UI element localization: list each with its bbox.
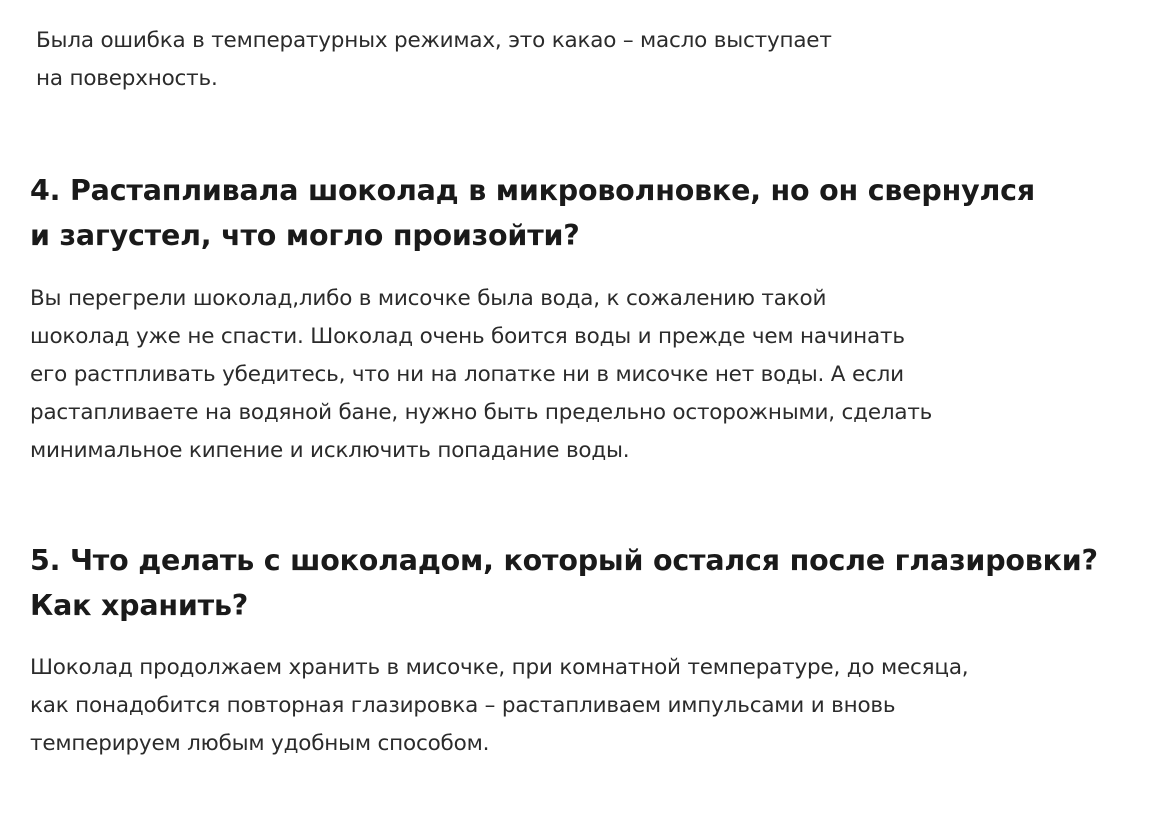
question-4-answer — [30, 280, 932, 470]
question-4-heading — [30, 168, 1035, 258]
heading-line: Как хранить? — [30, 589, 249, 622]
answer-line: на поверхность. — [36, 66, 218, 91]
answer-line: его растпливать убедитесь, что ни на лопатке ни в мисочке нет воды. А если — [30, 362, 904, 387]
answer-line: Была ошибка в температурных режимах, это какао – масло выступает — [36, 28, 832, 53]
heading-line: и загустел, что могло произойти? — [30, 219, 580, 252]
answer-line: как понадобится повторная глазировка – растапливаем импульсами и вновь — [30, 693, 896, 718]
question-5-heading — [30, 538, 1098, 628]
question-5-answer — [30, 649, 968, 763]
answer-line: Шоколад продолжаем хранить в мисочке, при комнатной температуре, до месяца, — [30, 655, 969, 680]
previous-answer-text — [36, 22, 832, 98]
heading-line: 5. Что делать с шоколадом, который остался после глазировки? — [30, 544, 1098, 577]
heading-line: 4. Растапливала шоколад в микроволновке, но он свернулся — [30, 174, 1035, 207]
answer-line: темперируем любым удобным способом. — [30, 731, 490, 756]
answer-line: минимальное кипение и исключить попадание воды. — [30, 438, 630, 463]
answer-line: шоколад уже не спасти. Шоколад очень боится воды и прежде чем начинать — [30, 324, 905, 349]
answer-line: растапливаете на водяной бане, нужно быть предельно осторожными, сделать — [30, 400, 933, 425]
answer-line: Вы перегрели шоколад,либо в мисочке была вода, к сожалению такой — [30, 286, 827, 311]
